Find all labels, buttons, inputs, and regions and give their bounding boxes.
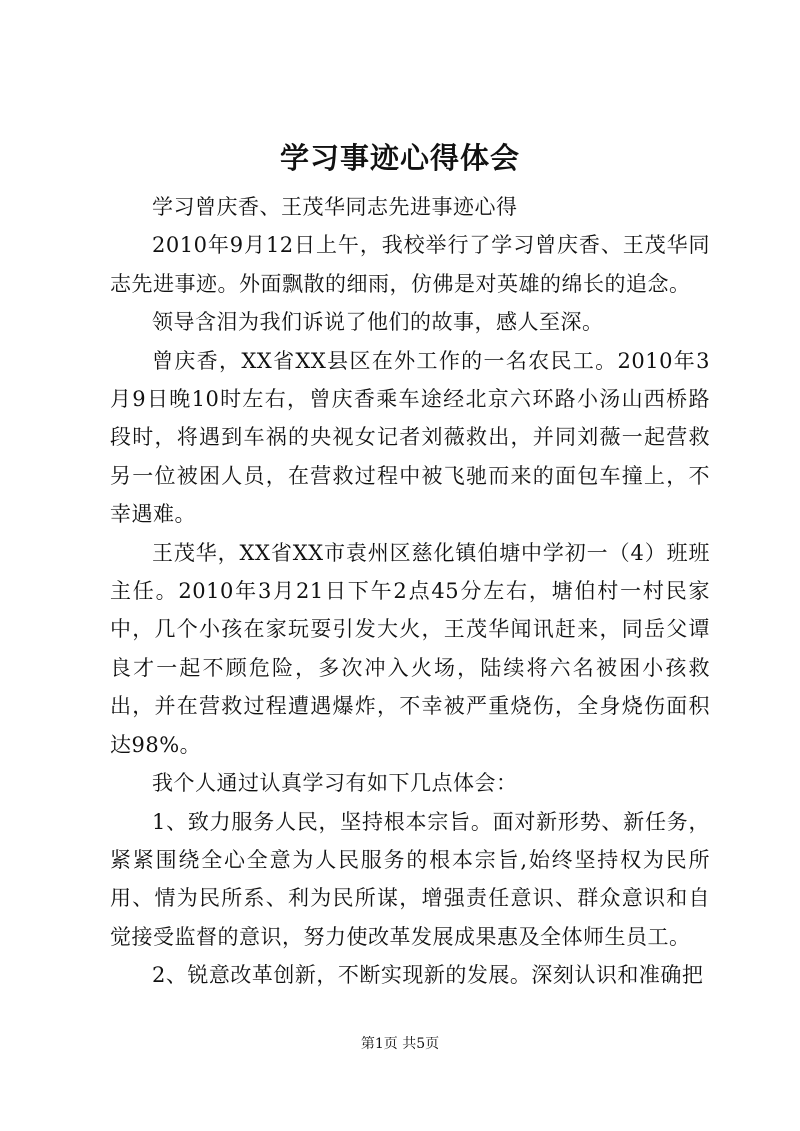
leader-story-paragraph: 领导含泪为我们诉说了他们的故事，感人至深。 [152,310,604,335]
event-paragraph: 2010年9月12日上午，我校举行了学习曾庆香、王茂华同志先进事迹。外面飘散的细雨，仿佛是对英雄的绵长的追念。 [110,233,710,296]
page-footer: 第1页 共5页 [360,1036,440,1052]
reflection-point-1: 1、致力服务人民，坚持根本宗旨。面对新形势、新任务，紧紧围绕全心全意为人民服务的根本宗旨,始终坚持权为民所用、情为民所系、利为民所谋，增强责任意识、群众意识和自觉接受监督的意识，努力使改革发展成果惠及全体师生员工。 [110,809,710,949]
zeng-qingxiang-paragraph: 曾庆香，XX省XX县区在外工作的一名农民工。2010年3月9日晚10时左右，曾庆香乘车途经北京六环路小汤山西桥路段时，将遇到车祸的央视女记者刘薇救出，并同刘薇一起营救另一位被困人员，在营救过程中被飞驰而来的面包车撞上，不幸遇难。 [110,348,710,527]
reflection-intro-paragraph: 我个人通过认真学习有如下几点体会： [152,771,518,796]
wang-maohua-paragraph: 王茂华，XX省XX市袁州区慈化镇伯塘中学初一（4）班班主任。2010年3月21日下午2点45分左右，塘伯村一村民家中，几个小孩在家玩耍引发大火，王茂华闻讯赶来，同岳父谭良才一起不顾危险，多次冲入火场，陆续将六名被困小孩救出，并在营救过程遭遇爆炸，不幸被严重烧伤，全身烧伤面积达98%。 [110,540,710,757]
reflection-point-2: 2、锐意改革创新，不断实现新的发展。深刻认识和准确把 [152,963,704,988]
subtitle-paragraph: 学习曾庆香、王茂华同志先进事迹心得 [152,195,518,219]
document-title: 学习事迹心得体会 [279,141,520,175]
document-body [110,188,710,995]
